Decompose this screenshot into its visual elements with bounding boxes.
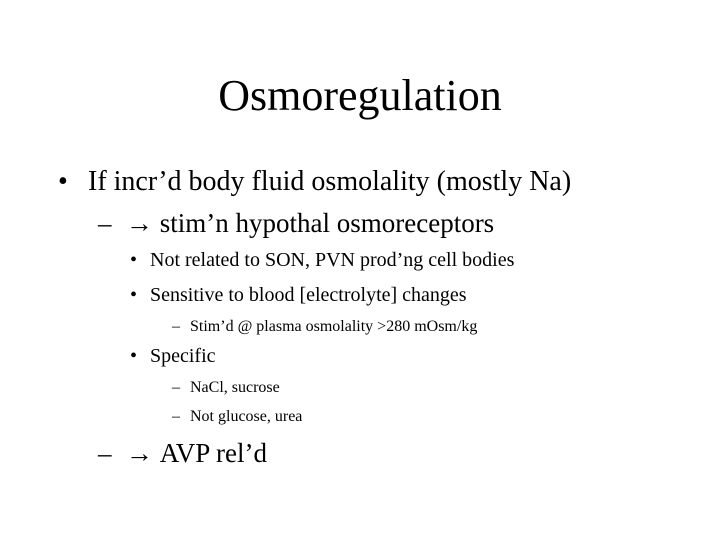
bullet-marker: • (58, 166, 68, 197)
bullet-text: Not related to SON, PVN prod’ng cell bodies (150, 249, 515, 271)
sub-item-nacl (172, 377, 280, 399)
dash-marker: – (172, 408, 180, 425)
sub-item-text: Stim’d @ plasma osmolality >280 mOsm/kg (190, 318, 478, 335)
bullet-text: If incr’d body fluid osmolality (mostly Na) (88, 166, 572, 197)
bullet-item-sensitive (130, 282, 467, 308)
bullet-marker: • (130, 249, 138, 271)
bullet-item-specific (130, 343, 216, 369)
bullet-text: Sensitive to blood [electrolyte] changes (150, 284, 467, 306)
sub-item-stimulation (98, 206, 494, 240)
bullet-text: Specific (150, 345, 216, 367)
sub-item-avp-release (98, 436, 267, 470)
arrow-right-icon: → (126, 208, 153, 238)
slide-title: Osmoregulation (218, 71, 502, 120)
dash-marker: – (172, 379, 180, 396)
sub-item-text: AVP rel’d (159, 438, 267, 468)
bullet-marker: • (130, 284, 138, 306)
bullet-item-not-related (130, 247, 514, 273)
dash-marker: – (172, 318, 180, 335)
bullet-item-osmolality (58, 164, 571, 200)
sub-item-text: stim’n hypothal osmoreceptors (159, 208, 495, 238)
sub-item-not-glucose (172, 406, 302, 428)
dash-marker: – (98, 208, 112, 238)
arrow-right-icon: → (126, 438, 153, 468)
dash-marker: – (98, 438, 112, 468)
sub-item-threshold (172, 316, 477, 338)
sub-item-text: NaCl, sucrose (190, 379, 280, 396)
bullet-marker: • (130, 345, 138, 367)
sub-item-text: Not glucose, urea (190, 408, 303, 425)
